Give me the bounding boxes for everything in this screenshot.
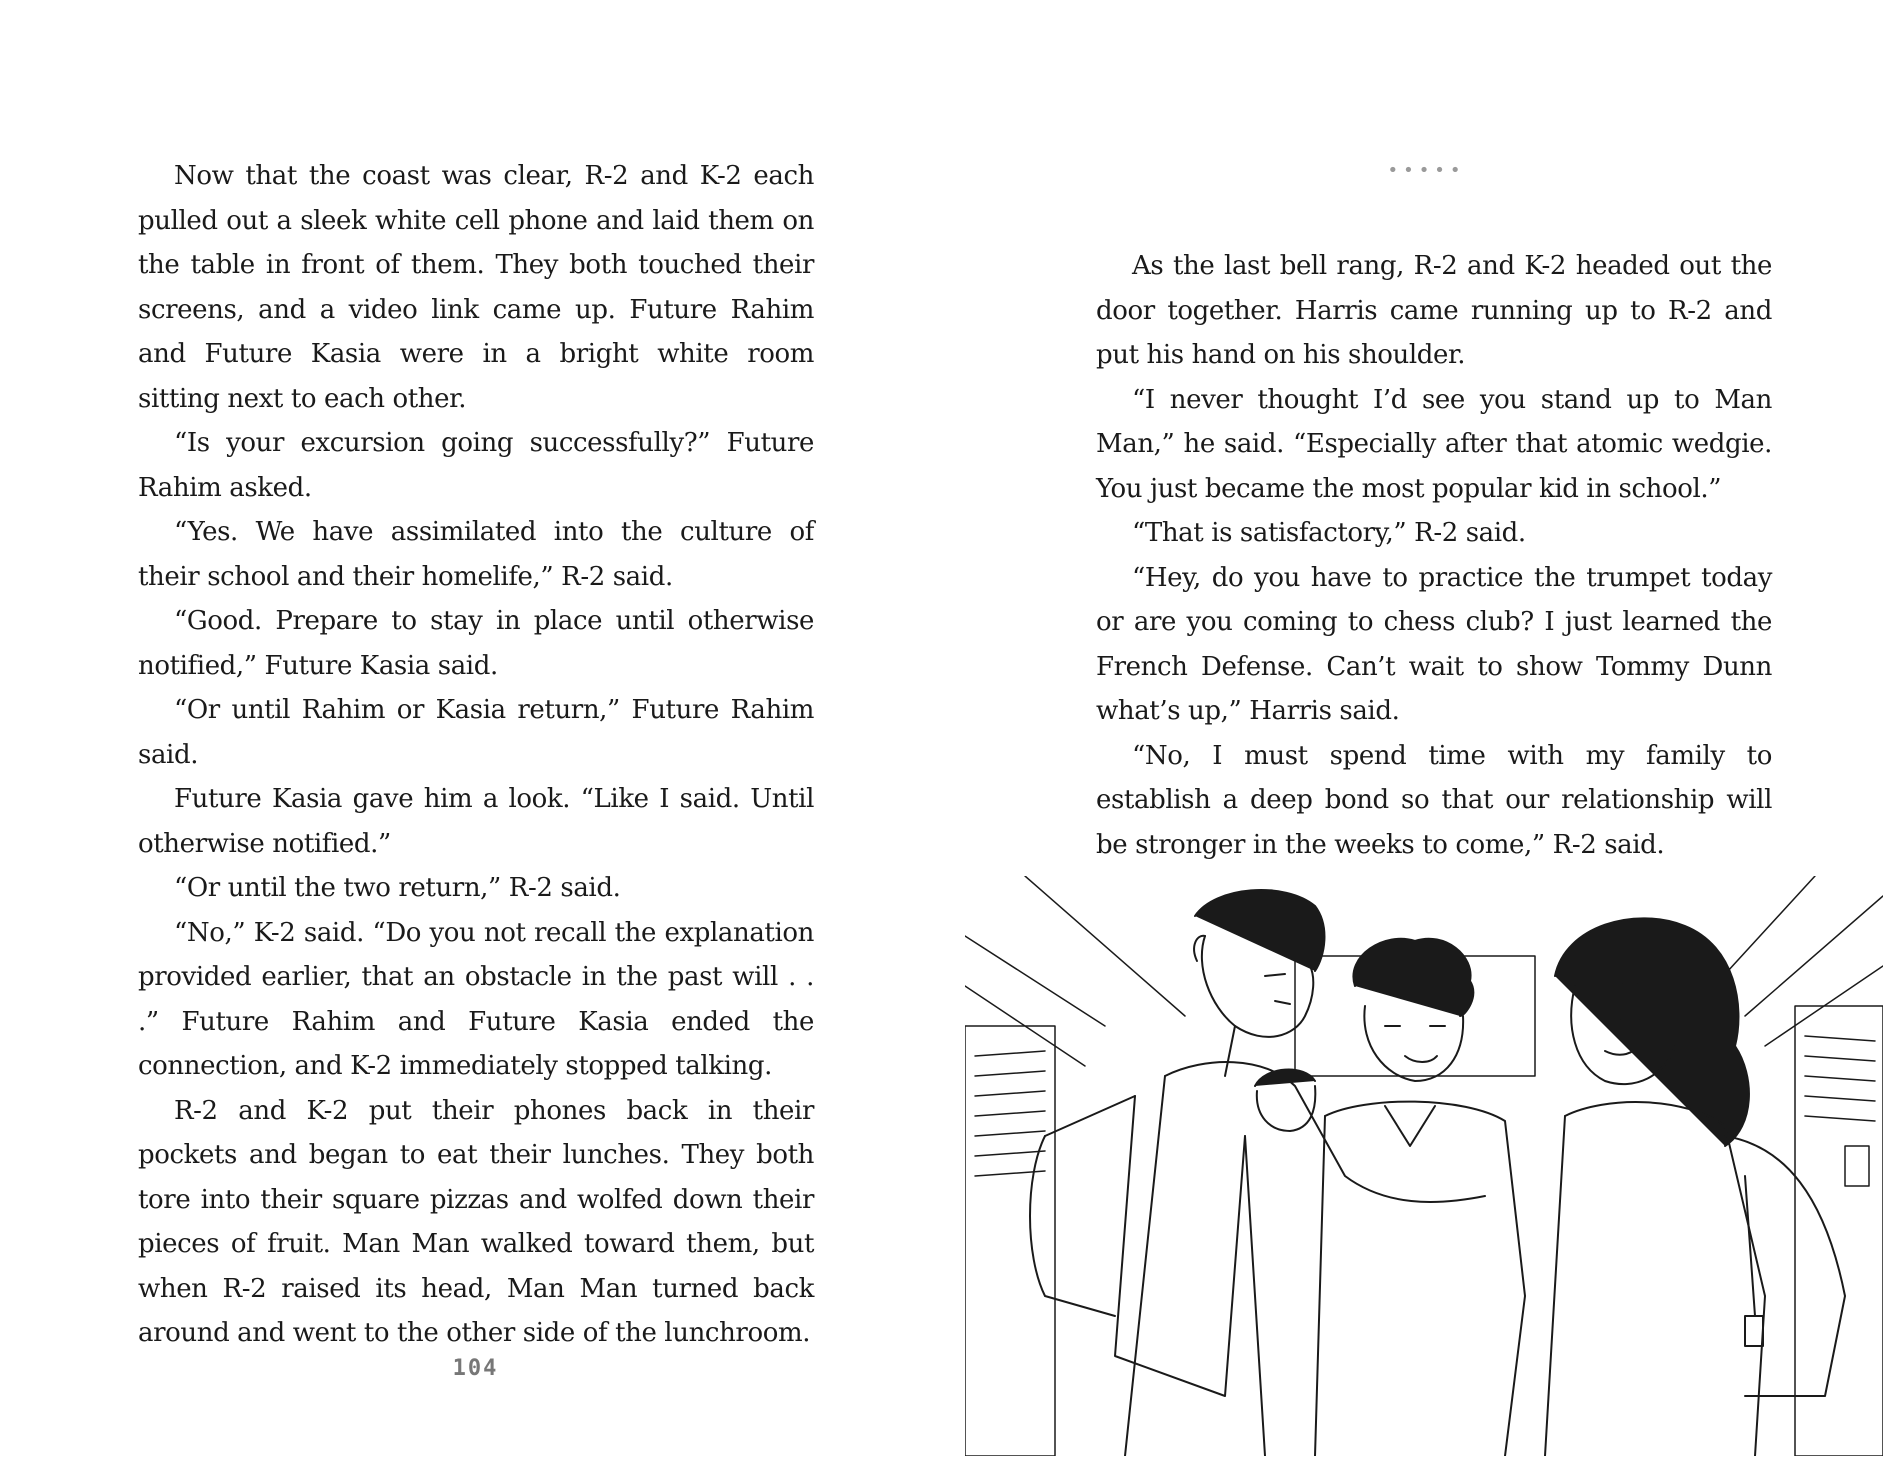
paragraph: “Good. Prepare to stay in place until otherwise notified,” Future Kasia said. bbox=[138, 606, 814, 681]
small-boy-figure bbox=[1315, 939, 1525, 1456]
paragraph: As the last bell rang, R-2 and K-2 headed out the door together. Harris came running up to R-2 and put his hand on his shoulder. bbox=[1096, 251, 1772, 370]
hallway-illustration bbox=[965, 876, 1883, 1456]
paragraph: “Hey, do you have to practice the trumpet today or are you coming to chess club? I just learned the French Defense. Can’t wait to show Tommy Dunn what’s up,” Harris said. bbox=[1096, 562, 1772, 726]
paragraph: “Yes. We have assimilated into the culture of their school and their homelife,” R-2 said. bbox=[138, 517, 814, 592]
paragraph: “No,” K-2 said. “Do you not recall the explanation provided earlier, that an obstacle in the past will . . .” Future Rahim and Future Kasia ended the connection, and K-2 immediately stopped talking. bbox=[138, 917, 814, 1081]
paragraph: “I never thought I’d see you stand up to Man Man,” he said. “Especially after that atomic wedgie. You just became the most popular kid in school.” bbox=[1096, 384, 1772, 504]
page-number: 104 bbox=[452, 1356, 499, 1381]
paragraph: “No, I must spend time with my family to establish a deep bond so that our relationship will be stronger in the weeks to come,” R-2 said. bbox=[1096, 740, 1772, 860]
left-page-body bbox=[138, 154, 814, 1356]
paragraph: “Or until Rahim or Kasia return,” Future Rahim said. bbox=[138, 695, 814, 770]
paragraph: “Or until the two return,” R-2 said. bbox=[174, 873, 621, 903]
paragraph: Future Kasia gave him a look. “Like I said. Until otherwise notified.” bbox=[138, 784, 814, 859]
paragraph: “Is your excursion going successfully?” Future Rahim asked. bbox=[138, 428, 814, 503]
paragraph: “That is satisfactory,” R-2 said. bbox=[1132, 518, 1526, 548]
scene-break: ••••• bbox=[1387, 160, 1466, 181]
girl-figure bbox=[1545, 918, 1845, 1456]
right-page-body bbox=[1096, 244, 1772, 867]
right-page bbox=[951, 0, 1902, 1470]
background-student-figure bbox=[1255, 1070, 1315, 1131]
paragraph: Now that the coast was clear, R-2 and K-2 each pulled out a sleek white cell phone and laid them on the table in front of them. They both touched their screens, and a video link came up. Future Rahim and Future Kasia were in a bright white room sitting next to each other. bbox=[138, 161, 814, 414]
paragraph: R-2 and K-2 put their phones back in their pockets and began to eat their lunches. They both tore into their square pizzas and wolfed down their pieces of fruit. Man Man walked toward them, but when R-2 raised its head, Man Man turned back around and went to the other side of the lunchroom. bbox=[138, 1095, 814, 1348]
